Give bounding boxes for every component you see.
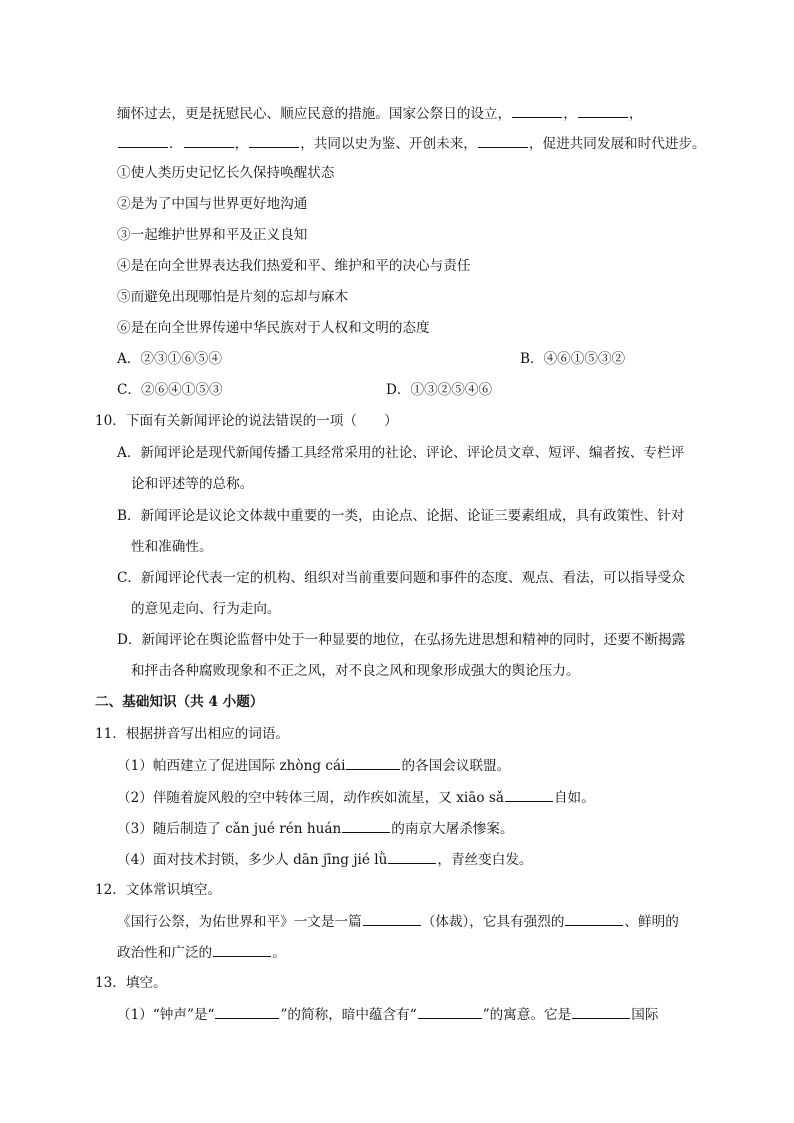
q11-s3-rest: 的南京大屠杀惨案。 xyxy=(391,821,514,837)
q12-l1-text: 《国行公祭，为佑世界和平》一文是一篇 xyxy=(117,914,362,930)
q11-sub-4 xyxy=(117,849,533,870)
q10-option-d-cont: 和抨击各种腐败现象和不正之风，对不良之风和现象形成强大的舆论压力。 xyxy=(131,663,580,679)
q9-blank-4[interactable] xyxy=(184,133,234,148)
q12-blank-3[interactable] xyxy=(213,942,271,957)
q12-l1-mid: （体裁），它具有强烈的 xyxy=(421,914,565,930)
q12-stem: 12．文体常识填空。 xyxy=(95,882,222,898)
q12-line-1 xyxy=(117,911,679,932)
q9-blank-2[interactable] xyxy=(578,103,628,118)
q10-option-d[interactable]: D．新闻评论在舆论监督中处于一种显要的地位，在弘扬先进思想和精神的同时，还要不断揭露 xyxy=(117,632,686,648)
q9-item-1: ①使人类历史记忆长久保持唤醒状态 xyxy=(117,165,335,181)
q9-option-d[interactable]: D．①③②⑤④⑥ xyxy=(386,382,493,398)
q9-option-c[interactable]: C．②⑥④①⑤③ xyxy=(117,382,223,398)
q13-l1-mid2: ”的寓意。它是 xyxy=(482,1007,572,1023)
q11-sub-3 xyxy=(117,818,514,839)
q13-l1-end: 国际 xyxy=(631,1007,659,1023)
q11-sub-2 xyxy=(117,787,595,808)
q10-option-c-cont: 的意见走向、行为走向。 xyxy=(131,601,281,617)
q10-option-c[interactable]: C．新闻评论代表一定的机构、组织对当前重要问题和事件的态度、观点、看法，可以指导受众 xyxy=(117,570,685,586)
q11-s3-prompt: （3）随后制造了 cǎn jué rén huán xyxy=(117,821,342,837)
q9-text-line-1 xyxy=(117,103,642,124)
q9-blank-5[interactable] xyxy=(249,133,299,148)
q9-item-3: ③一起维护世界和平及正义良知 xyxy=(117,227,308,243)
q9-line1-text: 缅怀过去，更是抚慰民心、顺应民意的措施。国家公祭日的设立， xyxy=(117,106,512,122)
q10-option-b[interactable]: B．新闻评论是议论文体裁中重要的一类，由论点、论据、论证三要素组成，具有政策性、针对 xyxy=(117,508,685,524)
q9-item-5: ⑤而避免出现哪怕是片刻的忘却与麻木 xyxy=(117,289,349,305)
q9-item-2: ②是为了中国与世界更好地沟通 xyxy=(117,196,308,212)
q9-sep: ， xyxy=(563,106,577,122)
q12-l2-text: 政治性和广泛的 xyxy=(117,945,213,961)
q11-stem: 11．根据拼音写出相应的词语。 xyxy=(95,726,290,742)
q9-sep: ， xyxy=(234,136,249,152)
q13-blank-2[interactable] xyxy=(418,1004,482,1019)
q9-blank-6[interactable] xyxy=(478,133,528,148)
q9-item-4: ④是在向全世界表达我们热爱和平、维护和平的决心与责任 xyxy=(117,258,471,274)
q13-l1-mid: ”的简称，暗中蕴含有“ xyxy=(280,1007,417,1023)
q13-blank-1[interactable] xyxy=(215,1004,279,1019)
q9-blank-1[interactable] xyxy=(512,103,562,118)
q9-sep: ． xyxy=(169,136,183,152)
q10-option-a-cont: 论和评述等的总称。 xyxy=(131,476,254,492)
q9-option-b[interactable]: B．④⑥①⑤③② xyxy=(520,351,626,367)
q12-blank-2[interactable] xyxy=(565,911,623,926)
q12-l1-end: 、鲜明的 xyxy=(624,914,679,930)
q9-blank-3[interactable] xyxy=(118,133,168,148)
q12-line-2 xyxy=(117,942,286,963)
q13-l1-text: （1）“钟声”是“ xyxy=(117,1007,215,1023)
q10-stem: 10．下面有关新闻评论的说法错误的一项（ ） xyxy=(95,413,398,429)
q9-item-6: ⑥是在向全世界传递中华民族对于人权和文明的态度 xyxy=(117,320,430,336)
q11-s2-rest: 自如。 xyxy=(553,790,595,806)
q11-blank-2[interactable] xyxy=(505,787,553,802)
q11-s1-rest: 的各国会议联盟。 xyxy=(401,758,511,774)
q9-line2-end: ，促进共同发展和时代进步。 xyxy=(528,136,706,152)
q10-option-a[interactable]: A．新闻评论是现代新闻传播工具经常采用的社论、评论、评论员文章、短评、编者按、专栏评 xyxy=(117,445,685,461)
q11-s1-prompt: （1）帕西建立了促进国际 zhòng cái xyxy=(117,758,346,774)
q11-s4-prompt: （4）面对技术封锁，多少人 dān jīng jié lǜ xyxy=(117,852,388,868)
q13-line-1 xyxy=(117,1004,658,1025)
q12-blank-1[interactable] xyxy=(363,911,421,926)
section-title: 二、基础知识（共 4 小题） xyxy=(95,694,264,710)
q12-l2-end: 。 xyxy=(272,945,286,961)
q10-option-b-cont: 性和准确性。 xyxy=(131,539,213,555)
q11-sub-1 xyxy=(117,755,510,776)
q9-line2-mid: ，共同以史为鉴、开创未来， xyxy=(300,136,477,152)
q13-stem: 13．填空。 xyxy=(95,975,167,991)
q11-blank-1[interactable] xyxy=(346,755,400,770)
q9-option-a[interactable]: A．②③①⑥⑤④ xyxy=(117,351,222,367)
q13-blank-3[interactable] xyxy=(572,1004,630,1019)
q9-text-line-2 xyxy=(117,133,706,154)
q9-sep: ， xyxy=(628,106,643,122)
q11-blank-3[interactable] xyxy=(342,818,390,833)
q11-blank-4[interactable] xyxy=(388,849,436,864)
q11-s2-prompt: （2）伴随着旋风般的空中转体三周，动作疾如流星，又 xiāo sǎ xyxy=(117,790,504,806)
q11-s4-rest: ，青丝变白发。 xyxy=(437,852,533,868)
